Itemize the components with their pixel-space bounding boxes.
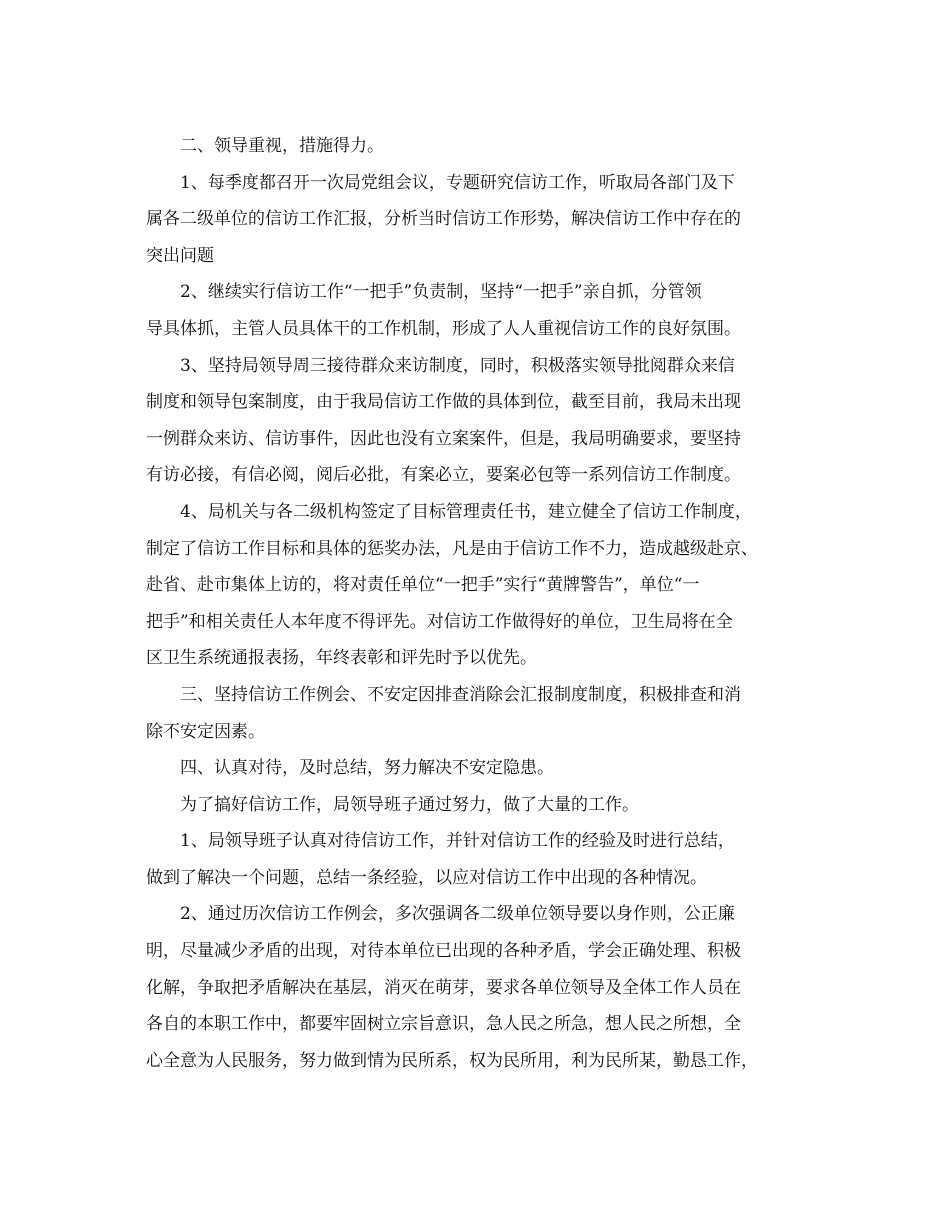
paragraph-line: 2、通过历次信访工作例会，多次强调各二级单位领导要以身作则，公正廉 <box>180 904 735 925</box>
document-body <box>146 128 811 1079</box>
paragraph-line: 突出问题 <box>146 245 214 266</box>
paragraph-line: 导具体抓，主管人员具体干的工作机制，形成了人人重视信访工作的良好氛围。 <box>146 318 741 339</box>
heading-leadership: 二、领导重视，措施得力。 <box>180 136 384 156</box>
heading-earnest-handling: 四、认真对待，及时总结，努力解决不安定隐患。 <box>180 758 554 779</box>
paragraph-line: 除不安定因素。 <box>146 721 265 742</box>
paragraph-line: 各自的本职工作中，都要牢固树立宗旨意识，急人民之所急，想人民之所想，全 <box>146 1014 741 1035</box>
paragraph-line: 3、坚持局领导周三接待群众来访制度，同时，积极落实领导批阅群众来信 <box>180 355 735 376</box>
paragraph-line: 制度和领导包案制度，由于我局信访工作做的具体到位，截至目前，我局未出现 <box>146 392 741 413</box>
paragraph-line: 区卫生系统通报表扬，年终表彰和评先时予以优先。 <box>146 648 537 669</box>
paragraph-line: 有访必接，有信必阅，阅后必批，有案必立，要案必包等一系列信访工作制度。 <box>146 465 741 486</box>
heading-regular-meetings: 三、坚持信访工作例会、不安定因排查消除会汇报制度制度，积极排查和消 <box>180 684 741 705</box>
paragraph-line: 为了搞好信访工作，局领导班子通过努力，做了大量的工作。 <box>180 794 639 815</box>
paragraph-line: 1、局领导班子认真对待信访工作，并针对信访工作的经验及时进行总结， <box>180 831 735 852</box>
paragraph-line: 属各二级单位的信访工作汇报，分析当时信访工作形势，解决信访工作中存在的 <box>146 209 741 230</box>
paragraph-line: 1、每季度都召开一次局党组会议，专题研究信访工作，听取局各部门及下 <box>180 172 735 193</box>
paragraph-line: 化解，争取把矛盾解决在基层，消灭在萌芽，要求各单位领导及全体工作人员在 <box>146 977 741 998</box>
paragraph-line: 一例群众来访、信访事件，因此也没有立案案件，但是，我局明确要求，要坚持 <box>146 428 741 449</box>
paragraph-line: 制定了信访工作目标和具体的惩奖办法，凡是由于信访工作不力，造成越级赴京、 <box>146 538 758 559</box>
paragraph-line: 做到了解决一个问题，总结一条经验，以应对信访工作中出现的各种情况。 <box>146 867 707 888</box>
paragraph-line: 把手”和相关责任人本年度不得评先。对信访工作做得好的单位，卫生局将在全 <box>146 611 733 632</box>
paragraph-line: 心全意为人民服务，努力做到情为民所系，权为民所用，利为民所某，勤恳工作， <box>146 1050 758 1071</box>
paragraph-line: 赴省、赴市集体上访的，将对责任单位“一把手”实行“黄牌警告”，单位“一 <box>146 575 700 596</box>
paragraph-line: 2、继续实行信访工作“一把手”负责制，坚持“一把手”亲自抓，分管领 <box>180 282 702 303</box>
paragraph-line: 4、局机关与各二级机构签定了目标管理责任书，建立健全了信访工作制度， <box>180 501 752 522</box>
paragraph-line: 明，尽量减少矛盾的出现，对待本单位已出现的各种矛盾，学会正确处理、积极 <box>146 941 741 962</box>
